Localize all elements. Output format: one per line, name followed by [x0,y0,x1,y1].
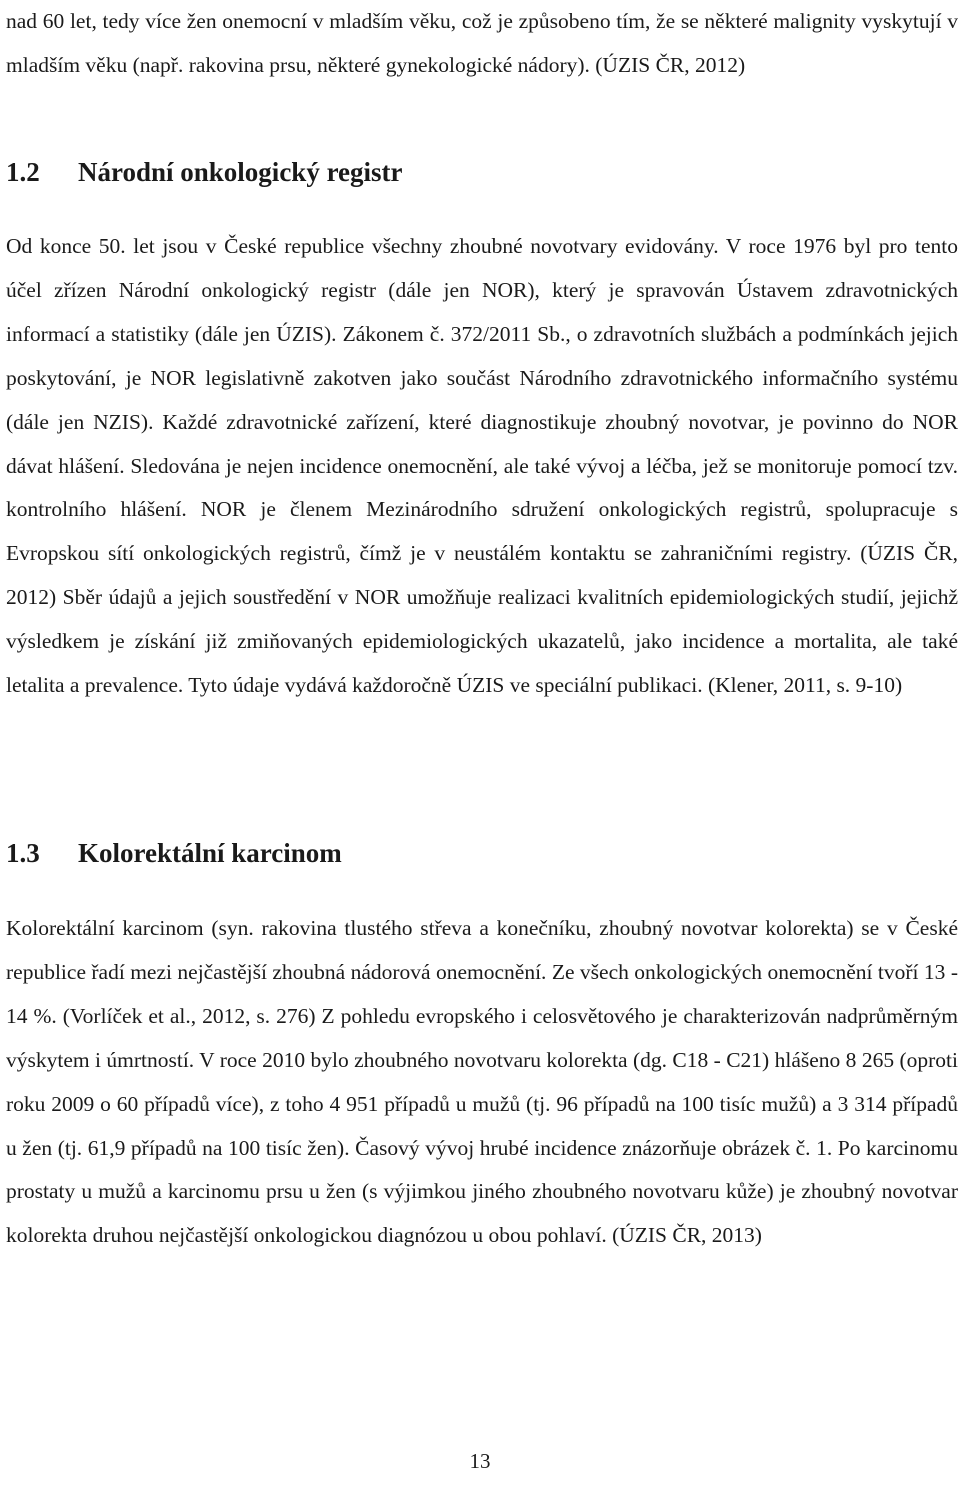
paragraph-intro: nad 60 let, tedy více žen onemocní v mladším věku, což je způsobeno tím, že se některé malignity vyskytují v mladším věku (např. rakovina prsu, některé gynekologické nádory). (ÚZIS ČR, 2012) [6,9,958,77]
page-number: 13 [469,1449,491,1473]
section-heading-1-2 [6,155,403,189]
section-title: Kolorektální karcinom [78,838,342,868]
paragraph-registry: Od konce 50. let jsou v České republice všechny zhoubné novotvary evidovány. V roce 1976 byl pro tento účel zřízen Národní onkologický registr (dále jen NOR), který je spravován Ústavem zdravotnických informací a statistiky (dále jen ÚZIS). Zákonem č. 372/2011 Sb., o zdravotních službách a podmínkách jejich poskytování, je NOR legislativně zakotven jako součást Národního zdravotnického informačního systému (dále jen NZIS). Každé zdravotnické zařízení, které diagnostikuje zhoubný novotvar, je povinno do NOR dávat hlášení. Sledována je nejen incidence onemocnění, ale také vývoj a léčba, jež se monitoruje pomocí tzv. kontrolního hlášení. NOR je členem Mezinárodního sdružení onkologických registrů, spolupracuje s Evropskou sítí onkologických registrů, čímž je v neustálém kontaktu se zahraničními registry. (ÚZIS ČR, 2012) Sběr údajů a jejich soustředění v NOR umožňuje realizaci kvalitních epidemiologických studií, jejichž výsledkem je získání již zmiňovaných epidemiologických ukazatelů, jako incidence a mortalita, ale také letalita a prevalence. Tyto údaje vydává každoročně ÚZIS ve speciální publikaci. (Klener, 2011, s. 9-10) [6,234,958,698]
section-number: 1.3 [6,838,40,868]
section-title: Národní onkologický registr [78,157,403,187]
section-heading-1-3 [6,836,342,870]
paragraph-colorectal: Kolorektální karcinom (syn. rakovina tlustého střeva a konečníku, zhoubný novotvar kolorekta) se v České republice řadí mezi nejčastější zhoubná nádorová onemocnění. Ze všech onkologických onemocnění tvoří 13 - 14 %. (Vorlíček et al., 2012, s. 276) Z pohledu evropského i celosvětového je charakterizován nadprůměrným výskytem i úmrtností. V roce 2010 bylo zhoubného novotvaru kolorekta (dg. C18 - C21) hlášeno 8 265 (oproti roku 2009 o 60 případů více), z toho 4 951 případů u mužů (tj. 96 případů na 100 tisíc mužů) a 3 314 případů u žen (tj. 61,9 případů na 100 tisíc žen). Časový vývoj hrubé incidence znázorňuje obrázek č. 1. Po karcinomu prostaty u mužů a karcinomu prsu u žen (s výjimkou jiného zhoubného novotvaru kůže) je zhoubný novotvar kolorekta druhou nejčastější onkologickou diagnózou u obou pohlaví. (ÚZIS ČR, 2013) [6,916,958,1248]
section-number: 1.2 [6,157,40,187]
